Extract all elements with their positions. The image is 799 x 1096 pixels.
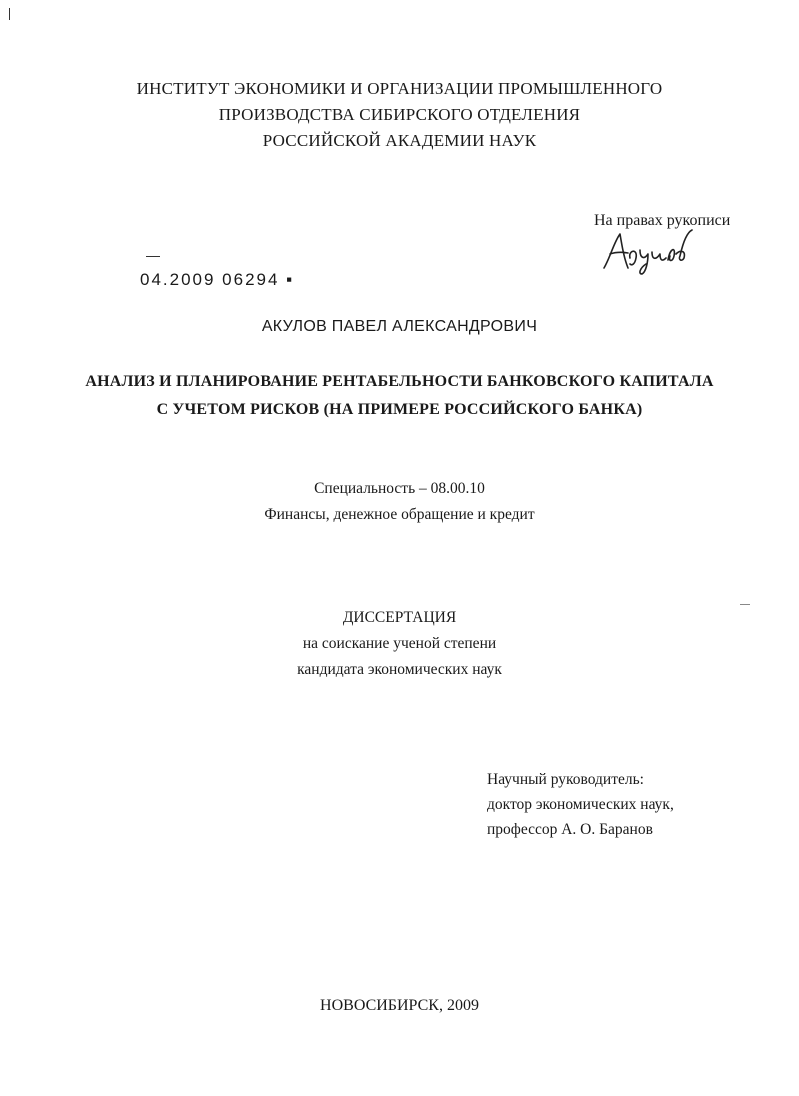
specialty bbox=[0, 476, 799, 528]
institute-name bbox=[0, 76, 799, 154]
degree-line-1: на соискание ученой степени bbox=[302, 635, 497, 652]
catalog-number: 04.2009 06294 bbox=[140, 270, 280, 289]
specialty-code: Специальность – 08.00.10 bbox=[314, 480, 485, 497]
supervisor-degree: доктор экономических наук, bbox=[487, 796, 674, 813]
specialty-name: Финансы, денежное обращение и кредит bbox=[264, 506, 535, 523]
title-line-1: АНАЛИЗ И ПЛАНИРОВАНИЕ РЕНТАБЕЛЬНОСТИ БАНКОВСКОГО КАПИТАЛА bbox=[85, 373, 714, 390]
stamp-dash: ▪ bbox=[279, 270, 295, 289]
city-year: НОВОСИБИРСК, 2009 bbox=[320, 997, 479, 1014]
degree-line-2: кандидата экономических наук bbox=[297, 661, 502, 678]
manuscript-note: На правах рукописи bbox=[594, 212, 731, 229]
institute-line-2: ПРОИЗВОДСТВА СИБИРСКОГО ОТДЕЛЕНИЯ bbox=[218, 105, 581, 124]
supervisor-name: профессор А. О. Баранов bbox=[487, 821, 653, 838]
catalog-stamp bbox=[140, 270, 294, 290]
author-signature bbox=[600, 228, 710, 276]
dissertation-title bbox=[0, 368, 799, 424]
scan-mark bbox=[9, 8, 10, 20]
dissertation-block bbox=[0, 605, 799, 683]
supervisor-label: Научный руководитель: bbox=[487, 771, 644, 788]
institute-line-3: РОССИЙСКОЙ АКАДЕМИИ НАУК bbox=[262, 131, 537, 150]
author-name: АКУЛОВ ПАВЕЛ АЛЕКСАНДРОВИЧ bbox=[261, 318, 538, 335]
supervisor-block bbox=[487, 767, 674, 842]
dissertation-heading: ДИССЕРТАЦИЯ bbox=[342, 609, 457, 626]
title-line-2: С УЧЕТОМ РИСКОВ (НА ПРИМЕРЕ РОССИЙСКОГО БАНКА) bbox=[156, 401, 643, 418]
institute-line-1: ИНСТИТУТ ЭКОНОМИКИ И ОРГАНИЗАЦИИ ПРОМЫШЛЕННОГО bbox=[136, 79, 663, 98]
scan-mark bbox=[146, 256, 160, 257]
